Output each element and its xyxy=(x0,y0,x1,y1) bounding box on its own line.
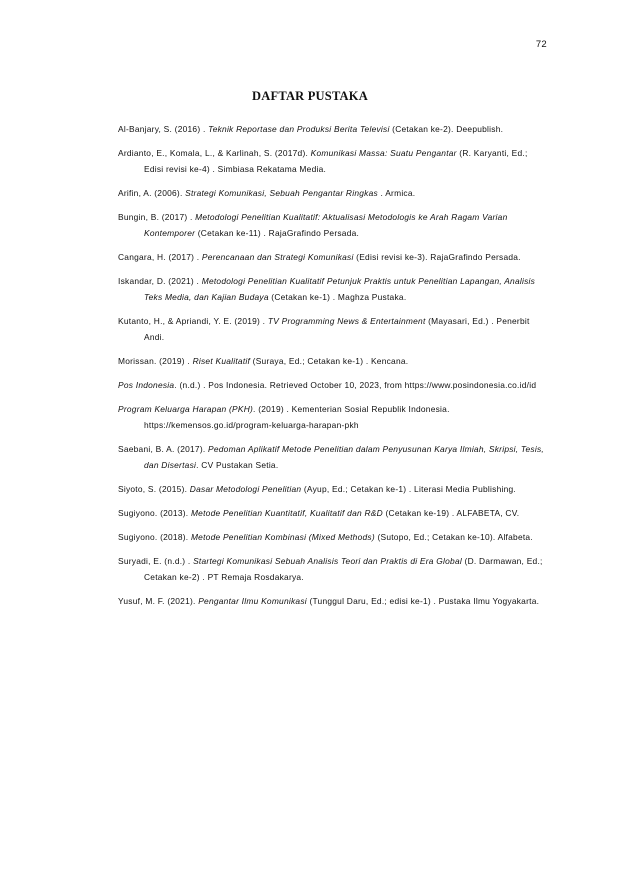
reference-title: Perencanaan dan Strategi Komunikasi xyxy=(201,252,354,262)
reference-authors: Saebani, B. A. (2017). xyxy=(118,444,209,454)
reference-publisher: (Cetakan ke-2). Deepublish. xyxy=(389,124,504,134)
reference-publisher: . (n.d.) . Pos Indonesia. Retrieved October 10, 2023, from https://www.posindonesia.co.id/id xyxy=(174,380,537,390)
reference-title: Metode Penelitian Kuantitatif, Kualitatif dan R&D xyxy=(190,508,383,518)
reference-title: Pedoman Aplikatif Metode Penelitian dalam Penyusunan Karya Ilmiah, Skripsi, Tesis, dan Disertasi xyxy=(144,444,544,470)
reference-entry xyxy=(118,505,544,521)
reference-entry xyxy=(118,481,544,497)
reference-publisher: (D. Darmawan, Ed.; Cetakan ke-2) . PT Remaja Rosdakarya. xyxy=(144,556,543,582)
reference-authors: Morissan. (2019) . xyxy=(118,356,193,366)
reference-authors: Yusuf, M. F. (2021). xyxy=(118,596,199,606)
reference-authors: Sugiyono. (2018). xyxy=(118,532,191,542)
reference-publisher: (Suraya, Ed.; Cetakan ke-1) . Kencana. xyxy=(250,356,409,366)
reference-entry xyxy=(118,441,544,473)
reference-entry xyxy=(118,185,544,201)
reference-authors: Kutanto, H., & Apriandi, Y. E. (2019) . xyxy=(118,316,268,326)
reference-publisher: (Cetakan ke-19) . ALFABETA, CV. xyxy=(382,508,520,518)
reference-entry xyxy=(118,353,544,369)
reference-title: Pengantar Ilmu Komunikasi xyxy=(198,596,307,606)
reference-publisher: (Cetakan ke-1) . Maghza Pustaka. xyxy=(268,292,407,302)
reference-title: Pos Indonesia xyxy=(118,380,175,390)
reference-authors: Bungin, B. (2017) . xyxy=(118,212,196,222)
reference-title: Riset Kualitatif xyxy=(192,356,251,366)
reference-entry xyxy=(118,401,544,433)
reference-authors: Iskandar, D. (2021) . xyxy=(118,276,202,286)
reference-authors: Arifin, A. (2006). xyxy=(118,188,186,198)
reference-publisher: (Edisi revisi ke-3). RajaGrafindo Persada. xyxy=(353,252,521,262)
reference-publisher: (Mayasari, Ed.) . Penerbit Andi. xyxy=(144,316,530,342)
reference-authors: Suryadi, E. (n.d.) . xyxy=(118,556,194,566)
reference-authors: Cangara, H. (2017) . xyxy=(118,252,202,262)
reference-publisher: (Sutopo, Ed.; Cetakan ke-10). Alfabeta. xyxy=(374,532,533,542)
reference-authors: Al-Banjary, S. (2016) . xyxy=(118,124,209,134)
reference-entry xyxy=(118,273,544,305)
reference-entry xyxy=(118,121,544,137)
reference-entry xyxy=(118,377,544,393)
reference-entry xyxy=(118,529,544,545)
reference-title: Strategi Komunikasi, Sebuah Pengantar Ringkas xyxy=(185,188,378,198)
reference-title: Metodologi Penelitian Kualitatif Petunjuk Praktis untuk Penelitian Lapangan, Analisis Teks Media, dan Kajian Budaya xyxy=(144,276,536,302)
reference-authors: Ardianto, E., Komala, L., & Karlinah, S. (2017d). xyxy=(118,148,311,158)
reference-authors: Siyoto, S. (2015). xyxy=(118,484,190,494)
reference-authors: Sugiyono. (2013). xyxy=(118,508,191,518)
reference-publisher: (Cetakan ke-11) . RajaGrafindo Persada. xyxy=(195,228,360,238)
reference-entry xyxy=(118,313,544,345)
reference-list xyxy=(118,121,544,617)
reference-publisher: (Tunggul Daru, Ed.; edisi ke-1) . Pustaka Ilmu Yogyakarta. xyxy=(306,596,540,606)
reference-title: Komunikasi Massa: Suatu Pengantar xyxy=(310,148,457,158)
page-number: 72 xyxy=(535,39,547,50)
reference-entry xyxy=(118,209,544,241)
reference-entry xyxy=(118,145,544,177)
reference-title: TV Programming News & Entertainment xyxy=(267,316,426,326)
reference-title: Startegi Komunikasi Sebuah Analisis Teori dan Praktis di Era Global xyxy=(193,556,462,566)
reference-entry xyxy=(118,249,544,265)
reference-publisher: (R. Karyanti, Ed.; Edisi revisi ke-4) . Simbiasa Rekatama Media. xyxy=(144,148,528,174)
reference-publisher: . Armica. xyxy=(377,188,416,198)
reference-title: Metodologi Penelitian Kualitatif: Aktualisasi Metodologis ke Arah Ragam Varian Kontemporer xyxy=(144,212,508,238)
reference-publisher: . (2019) . Kementerian Sosial Republik Indonesia. https://kemensos.go.id/program-keluarga-harapan-pkh xyxy=(144,404,450,430)
reference-title: Metode Penelitian Kombinasi (Mixed Methods) xyxy=(190,532,375,542)
reference-entry xyxy=(118,593,544,609)
page-title: DAFTAR PUSTAKA xyxy=(252,89,368,103)
reference-publisher: . CV Pustakan Setia. xyxy=(196,460,279,470)
reference-title: Program Keluarga Harapan (PKH) xyxy=(118,404,254,414)
reference-entry xyxy=(118,553,544,585)
reference-title: Dasar Metodologi Penelitian xyxy=(189,484,302,494)
reference-publisher: (Ayup, Ed.; Cetakan ke-1) . Literasi Media Publishing. xyxy=(301,484,516,494)
reference-title: Teknik Reportase dan Produksi Berita Televisi xyxy=(208,124,390,134)
